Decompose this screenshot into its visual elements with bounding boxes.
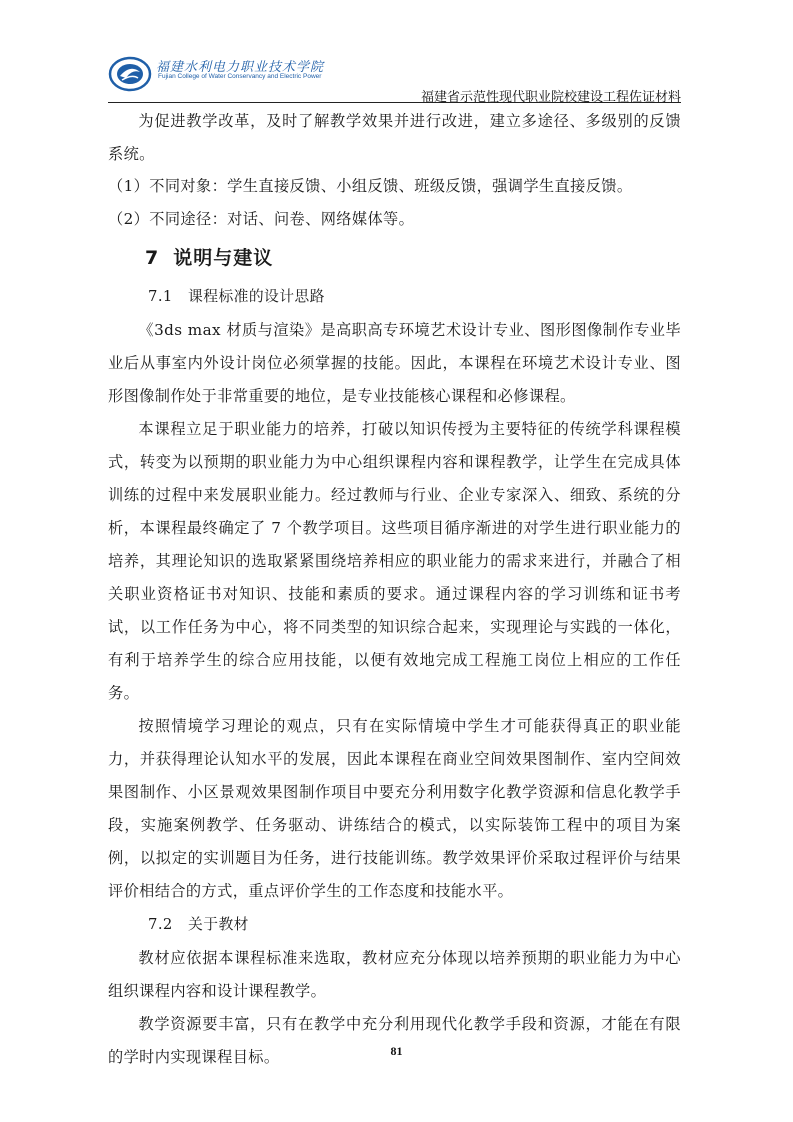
subsection-number: 7.2 [148, 916, 173, 933]
page-number: 81 [390, 1044, 403, 1058]
paragraph-course-design: 本课程立足于职业能力的培养，打破以知识传授为主要特征的传统学科课程模式，转变为以预期的职业能力为中心组织课程内容和课程教学，让学生在完成具体训练的过程中来发展职业能力。经过教师与行业、企业专家深入、细致、系统的分析，本课程最终确定了 7 个教学项目。这些项目循序渐进的对学生进行职业能力的培养，其理论知识的选取紧紧围绕培养相应的职业能力的需求来进行，并融合了相关职业资格证书对知识、技能和素质的要求。通过课程内容的学习训练和证书考试，以工作任务为中心，将不同类型的知识综合起来，实现理论与实践的一体化，有利于培养学生的综合应用技能，以便有效地完成工程施工岗位上相应的工作任务。 [108, 420, 681, 702]
page-header [108, 52, 681, 105]
body-content [108, 105, 681, 1074]
list-item-objects: （1）不同对象：学生直接反馈、小组反馈、班级反馈，强调学生直接反馈。 [108, 177, 633, 195]
section-heading-7 [108, 236, 681, 280]
school-logo-icon [108, 56, 152, 92]
subsection-title: 关于教材 [188, 916, 249, 933]
section-number: 7 [145, 247, 160, 269]
paragraph-course-intro: 《3ds max 材质与渲染》是高职高专环境艺术设计专业、图形图像制作专业毕业后从事室内外设计岗位必须掌握的技能。因此，本课程在环境艺术设计专业、图形图像制作处于非常重要的地位，是专业技能核心课程和必修课程。 [108, 321, 681, 405]
subsection-heading-7-2 [108, 908, 681, 942]
school-name-english: Fujian College of Water Conservancy and Electric Power [158, 73, 322, 80]
subsection-number: 7.1 [148, 288, 173, 305]
section-title: 说明与建议 [173, 247, 274, 269]
paragraph-feedback-intro: 为促进教学改革，及时了解教学效果并进行改进，建立多途径、多级别的反馈系统。 [108, 112, 681, 163]
subsection-title: 课程标准的设计思路 [188, 288, 325, 305]
header-rule [108, 102, 681, 103]
subsection-heading-7-1 [108, 280, 681, 314]
school-name: 福建水利电力职业技术学院 [156, 60, 325, 75]
paragraph-situated-learning: 按照情境学习理论的观点，只有在实际情境中学生才可能获得真正的职业能力，并获得理论认知水平的发展，因此本课程在商业空间效果图制作、室内空间效果图制作、小区景观效果图制作项目中要充分利用数字化教学资源和信息化教学手段，实施案例教学、任务驱动、讲练结合的模式，以实际装饰工程中的项目为案例，以拟定的实训题目为任务，进行技能训练。教学效果评价采取过程评价与结果评价相结合的方式，重点评价学生的工作态度和技能水平。 [108, 717, 681, 900]
list-item-channels: （2）不同途径：对话、问卷、网络媒体等。 [108, 210, 415, 228]
document-title: 福建省示范性现代职业院校建设工程佐证材料 [420, 90, 681, 105]
paragraph-resources: 教学资源要丰富，只有在教学中充分利用现代化教学手段和资源，才能在有限的学时内实现课程目标。 [108, 1015, 681, 1066]
paragraph-textbook: 教材应依据本课程标准来选取，教材应充分体现以培养预期的职业能力为中心组织课程内容和设计课程教学。 [108, 949, 681, 1000]
